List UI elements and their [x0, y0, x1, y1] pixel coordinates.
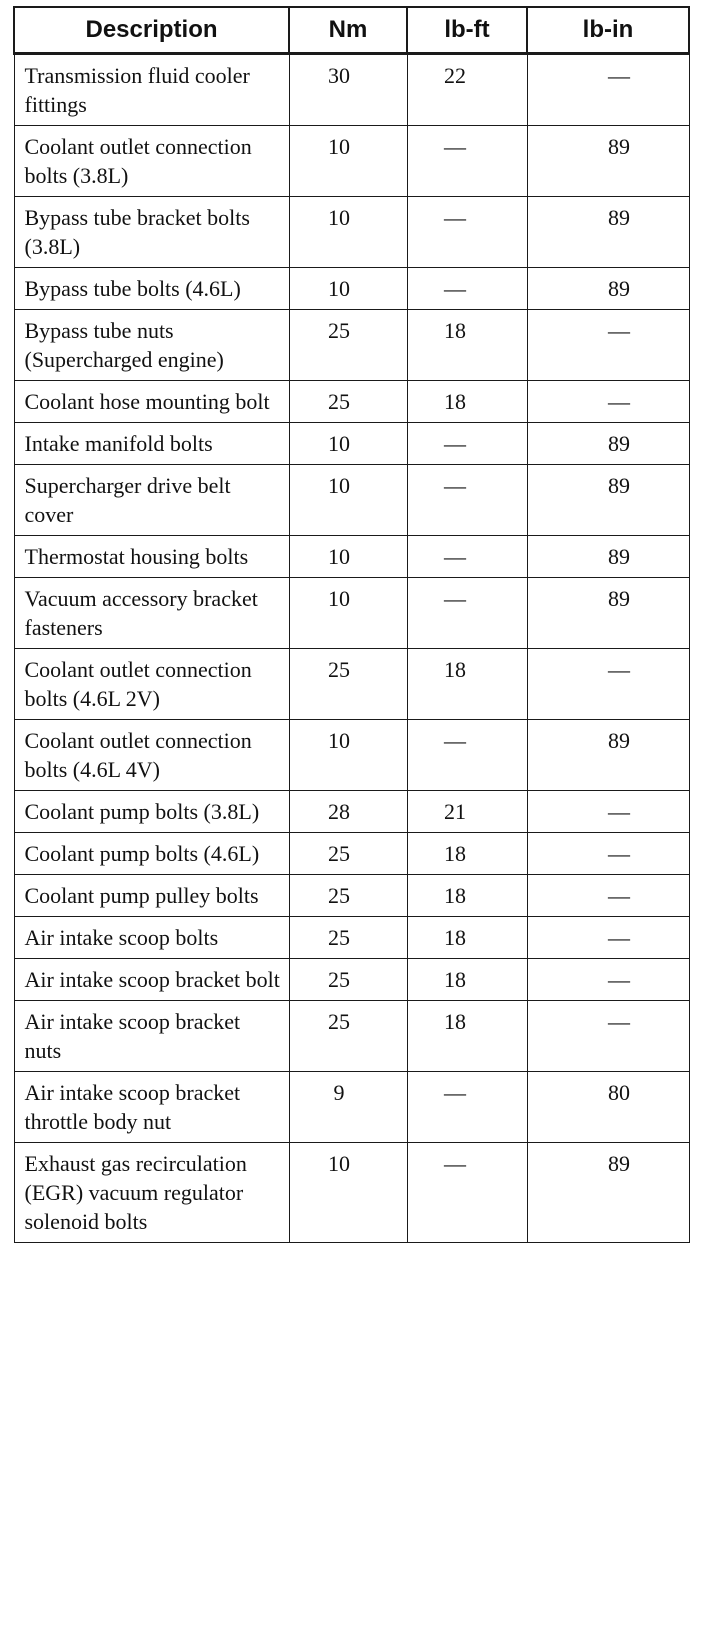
cell-description: Intake manifold bolts: [14, 423, 289, 465]
cell-nm: 25: [289, 310, 407, 381]
cell-nm: 10: [289, 720, 407, 791]
column-header-nm: Nm: [289, 7, 407, 54]
cell-lb-ft: 18: [407, 959, 527, 1001]
cell-lb-ft: 18: [407, 649, 527, 720]
cell-lb-in: 89: [527, 465, 689, 536]
cell-lb-ft: 21: [407, 791, 527, 833]
cell-lb-ft: —: [407, 578, 527, 649]
cell-nm: 10: [289, 197, 407, 268]
torque-specifications-table: [13, 6, 690, 1243]
cell-lb-in: 80: [527, 1072, 689, 1143]
cell-description: Air intake scoop bracket throttle body nut: [14, 1072, 289, 1143]
cell-description: Coolant pump bolts (4.6L): [14, 833, 289, 875]
cell-description: Transmission fluid cooler fittings: [14, 54, 289, 126]
cell-nm: 25: [289, 649, 407, 720]
cell-description: Air intake scoop bracket nuts: [14, 1001, 289, 1072]
cell-description: Bypass tube nuts (Supercharged engine): [14, 310, 289, 381]
cell-description: Coolant hose mounting bolt: [14, 381, 289, 423]
cell-lb-ft: 22: [407, 54, 527, 126]
cell-lb-in: 89: [527, 126, 689, 197]
cell-lb-ft: —: [407, 126, 527, 197]
cell-description: Bypass tube bolts (4.6L): [14, 268, 289, 310]
cell-description: Vacuum accessory bracket fasteners: [14, 578, 289, 649]
table-row: [14, 536, 689, 578]
table-row: [14, 791, 689, 833]
table-row: [14, 197, 689, 268]
cell-lb-ft: —: [407, 268, 527, 310]
cell-lb-in: 89: [527, 578, 689, 649]
cell-lb-ft: 18: [407, 1001, 527, 1072]
table-row: [14, 649, 689, 720]
table-body: [14, 54, 689, 1243]
cell-nm: 28: [289, 791, 407, 833]
cell-description: Supercharger drive belt cover: [14, 465, 289, 536]
table-row: [14, 465, 689, 536]
cell-lb-ft: —: [407, 423, 527, 465]
cell-lb-in: —: [527, 381, 689, 423]
cell-nm: 9: [289, 1072, 407, 1143]
cell-lb-ft: —: [407, 465, 527, 536]
cell-nm: 25: [289, 875, 407, 917]
cell-lb-ft: 18: [407, 917, 527, 959]
cell-description: Coolant pump bolts (3.8L): [14, 791, 289, 833]
cell-nm: 10: [289, 578, 407, 649]
cell-description: Exhaust gas recirculation (EGR) vacuum regulator solenoid bolts: [14, 1143, 289, 1243]
cell-lb-in: 89: [527, 268, 689, 310]
table-row: [14, 423, 689, 465]
table-row: [14, 54, 689, 126]
cell-description: Coolant outlet connection bolts (4.6L 4V): [14, 720, 289, 791]
table-row: [14, 310, 689, 381]
cell-nm: 25: [289, 1001, 407, 1072]
cell-nm: 25: [289, 917, 407, 959]
table-row: [14, 1001, 689, 1072]
cell-nm: 10: [289, 1143, 407, 1243]
table-row: [14, 1072, 689, 1143]
cell-description: Air intake scoop bolts: [14, 917, 289, 959]
cell-lb-ft: —: [407, 1143, 527, 1243]
column-header-description: Description: [14, 7, 289, 54]
table-row: [14, 917, 689, 959]
cell-lb-ft: —: [407, 1072, 527, 1143]
cell-lb-in: —: [527, 1001, 689, 1072]
cell-lb-ft: 18: [407, 381, 527, 423]
column-header-lb-ft: lb-ft: [407, 7, 527, 54]
cell-lb-in: —: [527, 959, 689, 1001]
cell-lb-ft: —: [407, 536, 527, 578]
cell-nm: 10: [289, 423, 407, 465]
cell-nm: 25: [289, 381, 407, 423]
cell-lb-ft: 18: [407, 833, 527, 875]
cell-lb-in: —: [527, 54, 689, 126]
cell-lb-in: 89: [527, 197, 689, 268]
cell-lb-ft: 18: [407, 875, 527, 917]
table-row: [14, 1143, 689, 1243]
table-row: [14, 578, 689, 649]
column-header-lb-in: lb-in: [527, 7, 689, 54]
table-row: [14, 833, 689, 875]
cell-nm: 10: [289, 465, 407, 536]
cell-description: Coolant outlet connection bolts (3.8L): [14, 126, 289, 197]
cell-lb-in: —: [527, 917, 689, 959]
cell-lb-in: 89: [527, 536, 689, 578]
cell-lb-in: —: [527, 833, 689, 875]
cell-lb-ft: 18: [407, 310, 527, 381]
cell-nm: 10: [289, 536, 407, 578]
cell-lb-in: —: [527, 649, 689, 720]
table-row: [14, 381, 689, 423]
table-row: [14, 268, 689, 310]
cell-lb-ft: —: [407, 197, 527, 268]
cell-lb-in: —: [527, 875, 689, 917]
cell-lb-ft: —: [407, 720, 527, 791]
cell-nm: 25: [289, 959, 407, 1001]
cell-lb-in: 89: [527, 720, 689, 791]
cell-lb-in: 89: [527, 1143, 689, 1243]
cell-lb-in: —: [527, 791, 689, 833]
cell-nm: 10: [289, 126, 407, 197]
cell-nm: 10: [289, 268, 407, 310]
cell-description: Bypass tube bracket bolts (3.8L): [14, 197, 289, 268]
cell-lb-in: 89: [527, 423, 689, 465]
table-row: [14, 720, 689, 791]
cell-description: Thermostat housing bolts: [14, 536, 289, 578]
cell-lb-in: —: [527, 310, 689, 381]
table-row: [14, 126, 689, 197]
cell-description: Coolant pump pulley bolts: [14, 875, 289, 917]
cell-description: Air intake scoop bracket bolt: [14, 959, 289, 1001]
table-row: [14, 959, 689, 1001]
cell-nm: 30: [289, 54, 407, 126]
cell-nm: 25: [289, 833, 407, 875]
table-row: [14, 875, 689, 917]
table-header-row: [14, 7, 689, 54]
cell-description: Coolant outlet connection bolts (4.6L 2V): [14, 649, 289, 720]
